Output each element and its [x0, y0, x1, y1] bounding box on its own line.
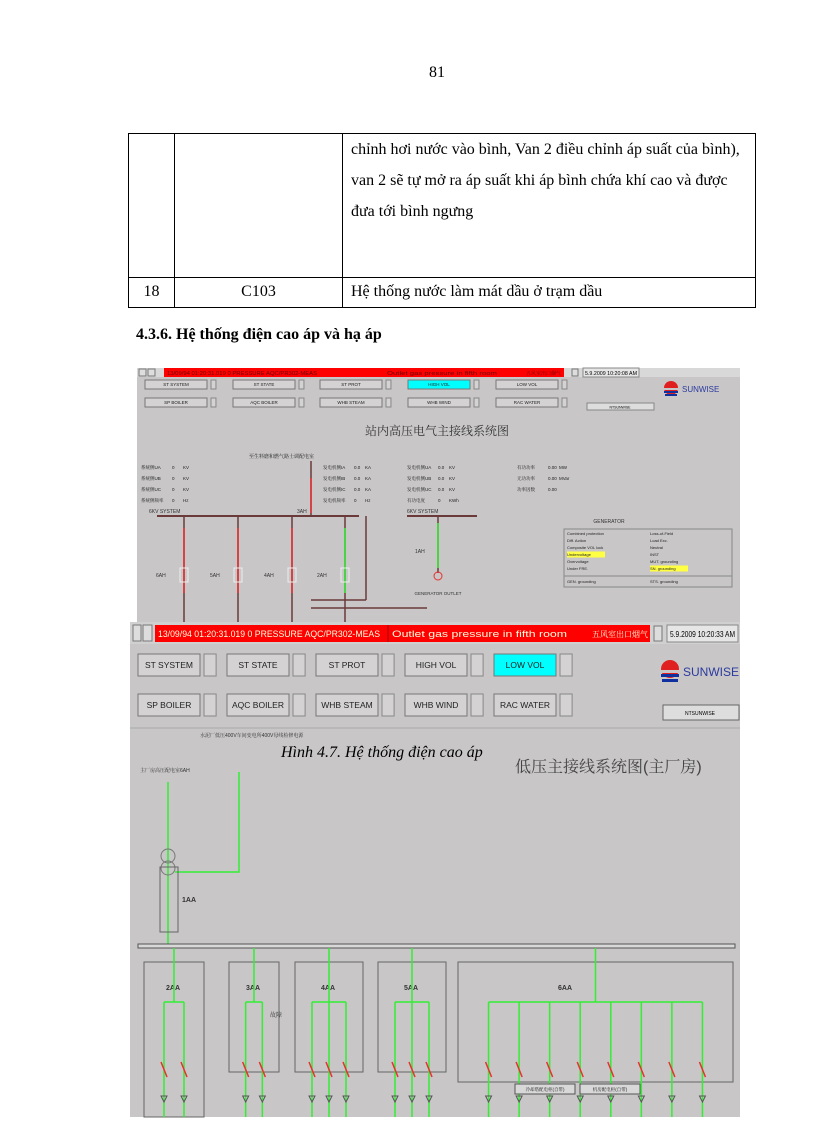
dropdown-arrow-icon[interactable]: [560, 694, 572, 716]
reading-unit: KA: [365, 465, 372, 470]
feeder-label: 3AH: [297, 509, 307, 515]
reading-value: 0.0: [438, 465, 445, 470]
protection-item: Undervoltage: [567, 552, 591, 557]
nav-button-label: LOW VOL: [505, 659, 545, 670]
generator-icon: [434, 572, 442, 580]
reading-value: 0.0: [354, 487, 361, 492]
nav-button-label: ST STATE: [238, 659, 278, 670]
cabinet-label: 6AA: [558, 985, 573, 992]
dropdown-arrow-icon[interactable]: [293, 694, 305, 716]
dropdown-arrow-icon[interactable]: [382, 654, 394, 676]
component-table: [128, 133, 756, 308]
nav-button-label: ST PROT: [341, 382, 361, 388]
reading-unit: Hz: [365, 498, 371, 503]
dropdown-arrow-icon[interactable]: [293, 654, 305, 676]
table-cell-desc: chỉnh hơi nước vào bình, Van 2 điều chỉnh áp suất của bình), van 2 sẽ tự mở ra áp suất khi áp bình chứa khí cao và được đưa tới bình ngưng: [343, 134, 756, 278]
reading-value: 0.0: [438, 487, 445, 492]
generator-label: GENERATOR OUTLET: [414, 591, 462, 596]
dropdown-arrow-icon[interactable]: [386, 380, 391, 389]
print-icon[interactable]: [139, 369, 146, 376]
reading-label: 发电机频率: [323, 498, 346, 503]
reading-value: 0: [354, 498, 357, 503]
feeder-label: 2AH: [317, 573, 327, 579]
nav-button-label: RAC WATER: [499, 699, 551, 710]
alarm-text: 13/09/94 01:20:31.019 0 PRESSURE AQC/PR302-MEAS: [158, 629, 380, 639]
nav-button-label: HIGH VOL: [428, 382, 450, 388]
reading-unit: KWh: [449, 498, 459, 503]
protection-item: Diff. Action: [567, 538, 587, 543]
table-cell-no: 18: [129, 278, 175, 308]
sts-grounding: STS. grounding: [650, 579, 678, 584]
reading-value: 0: [172, 487, 175, 492]
feeder-label: 6AH: [156, 573, 166, 579]
sub-panel-label: 冷却塔配电柜(自带): [525, 1087, 565, 1092]
reading-value: 0.0: [438, 476, 445, 481]
dropdown-arrow-icon[interactable]: [562, 398, 567, 407]
nav-button-label: LOW VOL: [516, 382, 538, 388]
reading-value: 0: [172, 476, 175, 481]
sunwise-logo: [660, 660, 739, 682]
dropdown-arrow-icon[interactable]: [204, 694, 216, 716]
feeder-label: 4AH: [264, 573, 274, 579]
generator-panel-title: GENERATOR: [593, 519, 625, 525]
nav-button-label: WHB STEAM: [337, 400, 365, 406]
busbar-400v: [138, 944, 735, 948]
reading-unit: KV: [449, 465, 456, 470]
source-label: 主厂房高压配电室6AH: [140, 768, 190, 774]
reading-label: 有功电度: [407, 498, 425, 503]
alarm-message: Outlet gas pressure in fifth room: [387, 371, 498, 377]
table-cell-desc: Hệ thống nước làm mát dầu ở trạm dầu: [343, 278, 756, 308]
reading-value: 0.00: [548, 476, 557, 481]
nav-button-label: ST PROT: [328, 659, 366, 670]
nav-button-label: WHB WIND: [427, 400, 451, 406]
reading-unit: KA: [365, 476, 372, 481]
dropdown-arrow-icon[interactable]: [382, 694, 394, 716]
user-name: NTSUNWISE: [609, 405, 631, 410]
protection-item: Under FRE.: [567, 566, 589, 571]
dropdown-arrow-icon[interactable]: [204, 654, 216, 676]
reading-unit: KA: [365, 487, 372, 492]
nav-button-label: SP BOILER: [146, 699, 192, 710]
nav-button-label: ST SYSTEM: [163, 382, 189, 388]
reading-unit: KV: [183, 476, 190, 481]
reading-label: 发电机侧IB: [323, 476, 346, 481]
svg-text:SUNWISE: SUNWISE: [683, 665, 740, 679]
dropdown-arrow-icon[interactable]: [474, 398, 479, 407]
dropdown-arrow-icon[interactable]: [471, 694, 483, 716]
alarm-message-cn: 五风室出口烟气: [525, 371, 561, 377]
reading-unit: Hz: [183, 498, 189, 503]
reading-value: 0: [438, 498, 441, 503]
nav-button-label: AQC BOILER: [250, 400, 278, 406]
diagram-title: 低压主接线系统图(主厂房): [515, 759, 702, 776]
bus-label: 6KV SYSTEM: [407, 509, 439, 515]
cabinet-label: 2AA: [166, 985, 181, 992]
dropdown-arrow-icon[interactable]: [386, 398, 391, 407]
protection-item: Load Exc.: [650, 538, 668, 543]
reading-unit: KV: [449, 476, 456, 481]
dropdown-arrow-icon[interactable]: [474, 380, 479, 389]
fault-label: 故障: [270, 1013, 283, 1019]
sub-panel-label: 机房配电柜(自带): [592, 1087, 628, 1092]
reading-value: 0.0: [354, 465, 361, 470]
protection-item: SN. grounding: [650, 566, 676, 571]
protection-item: Combined protection: [567, 531, 604, 536]
cabinet-1AA: [160, 867, 178, 932]
feeder-label: 5AH: [210, 573, 220, 579]
protection-item: Composite VOL lock: [567, 545, 604, 550]
table-cell-code: C103: [175, 278, 343, 308]
feeder-label: 1AH: [415, 549, 425, 555]
dropdown-arrow-icon[interactable]: [560, 654, 572, 676]
reading-label: 发电机侧IC: [323, 487, 346, 492]
reading-unit: MVar: [559, 476, 570, 481]
nav-button-label: WHB STEAM: [321, 699, 373, 710]
reading-label: 发电机侧UC: [407, 487, 432, 492]
reading-unit: KV: [183, 487, 190, 492]
page-number: 81: [429, 64, 445, 81]
dropdown-arrow-icon[interactable]: [211, 398, 216, 407]
dropdown-arrow-icon[interactable]: [562, 380, 567, 389]
alarm-filter-icon[interactable]: [654, 626, 662, 641]
source-label: 至生料磨和燃气路士调配电室: [249, 454, 315, 460]
table-row: [129, 278, 756, 308]
low-voltage-screenshot: [130, 622, 740, 1117]
reading-label: 有功功率: [517, 465, 535, 470]
reading-value: 0.00: [548, 465, 557, 470]
dropdown-arrow-icon[interactable]: [211, 380, 216, 389]
nav-button-label: ST STATE: [253, 382, 275, 388]
high-voltage-screenshot: [137, 368, 740, 622]
maintenance-line: [175, 772, 239, 872]
nav-button-label: HIGH VOL: [415, 659, 457, 670]
reading-label: 发电机侧IA: [323, 465, 346, 470]
source-label: 水泥厂低压400V车间变电所400V母线检修电源: [200, 733, 304, 739]
table-cell-code: [175, 134, 343, 278]
cabinet-label: 3AA: [246, 985, 261, 992]
reading-value: 0.0: [354, 476, 361, 481]
dropdown-arrow-icon[interactable]: [299, 398, 304, 407]
protection-item: Loss-of-Field: [650, 531, 674, 536]
svg-text:SUNWISE: SUNWISE: [682, 385, 720, 394]
alarm-message-cn: 五风室出口烟气: [592, 630, 648, 639]
reading-unit: KV: [449, 487, 456, 492]
protection-item: Neutral: [650, 545, 663, 550]
alarm-text: 13/09/94 01:20:31.019 0 PRESSURE AQC/PR302-MEAS: [167, 371, 318, 377]
reading-label: 功率因数: [517, 487, 535, 492]
print-icon[interactable]: [133, 625, 141, 641]
table-row: [129, 134, 756, 278]
nav-button-label: SP BOILER: [164, 400, 188, 406]
reading-value: 0.00: [548, 487, 557, 492]
protection-item: INST: [650, 552, 660, 557]
reading-value: 0: [172, 498, 175, 503]
cabinet-label: 5AA: [404, 985, 419, 992]
reading-label: 发电机侧UB: [407, 476, 432, 481]
alarm-filter-icon[interactable]: [572, 369, 578, 376]
reading-unit: KV: [183, 465, 190, 470]
nav-button-label: AQC BOILER: [232, 699, 284, 710]
reading-value: 0: [172, 465, 175, 470]
reading-label: 系统侧UB: [141, 476, 161, 481]
figure-caption: Hình 4.7. Hệ thống điện cao áp: [281, 744, 483, 761]
cabinet-label: 4AA: [321, 985, 336, 992]
dropdown-arrow-icon[interactable]: [471, 654, 483, 676]
reading-label: 发电机侧UA: [407, 465, 432, 470]
gen-grounding: GEN. grounding: [567, 579, 596, 584]
section-heading: 4.3.6. Hệ thống điện cao áp và hạ áp: [136, 326, 382, 343]
nav-button-label: RAC WATER: [513, 400, 541, 406]
bell-icon[interactable]: [148, 369, 155, 376]
nav-button-label: WHB WIND: [413, 699, 459, 710]
datetime: 5.9.2009 10:20:08 AM: [585, 371, 637, 377]
reading-label: 系统侧频率: [141, 498, 164, 503]
table-cell-no: [129, 134, 175, 278]
bus-label: 6KV SYSTEM: [149, 509, 181, 515]
reading-label: 系统侧UC: [141, 487, 161, 492]
protection-item: MUT. grounding: [650, 559, 679, 564]
reading-label: 无功功率: [517, 476, 535, 481]
bell-icon[interactable]: [143, 625, 152, 641]
reading-unit: MW: [559, 465, 567, 470]
nav-button-label: ST SYSTEM: [144, 659, 194, 670]
dropdown-arrow-icon[interactable]: [299, 380, 304, 389]
reading-label: 系统侧UA: [141, 465, 161, 470]
cabinet-label: 1AA: [182, 897, 197, 904]
sunwise-logo: [663, 381, 719, 396]
user-name: NTSUNWISE: [685, 711, 715, 717]
alarm-message: Outlet gas pressure in fifth room: [392, 629, 567, 639]
diagram-title: 站内高压电气主接线系统图: [364, 424, 510, 438]
protection-item: Overvoltage: [567, 559, 589, 564]
datetime: 5.9.2009 10:20:33 AM: [670, 630, 736, 639]
